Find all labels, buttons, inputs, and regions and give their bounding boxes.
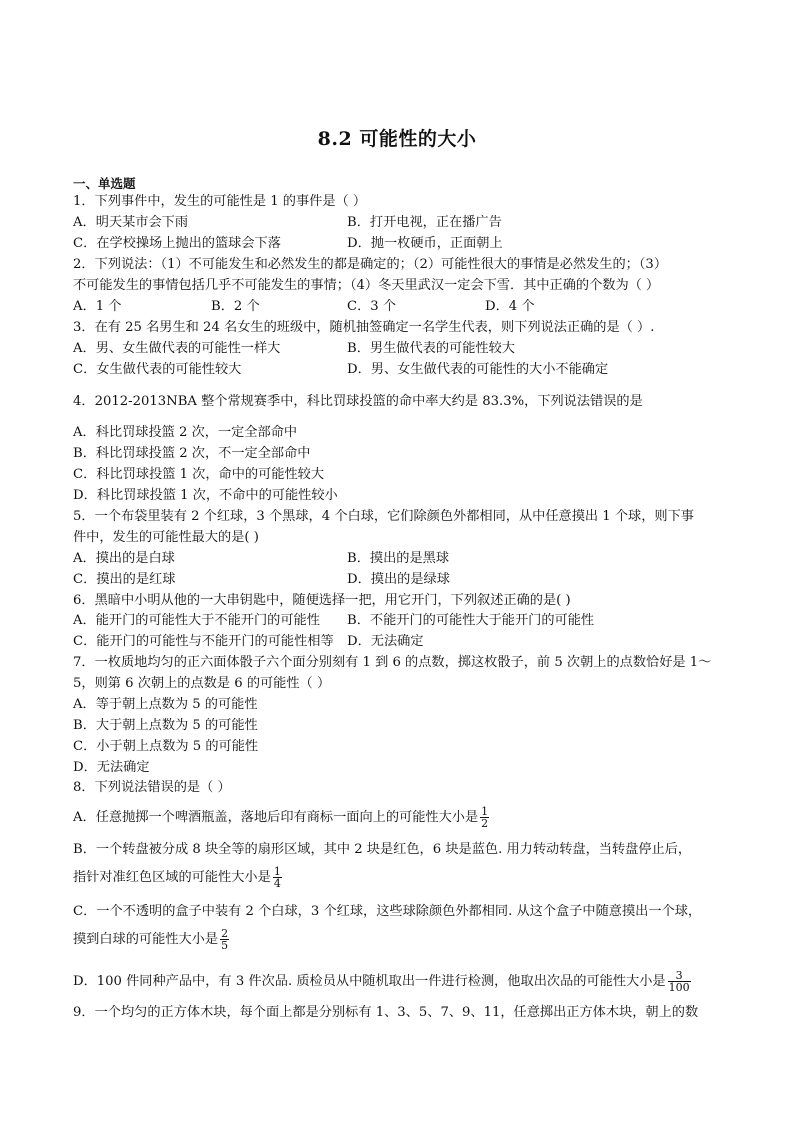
question-8-option-c-text: 摸到白球的可能性大小是 [73,932,219,947]
fraction [220,928,229,951]
question-3-option-b: B．男生做代表的可能性较大 [347,341,515,356]
question-2-option-a: A．1 个 [73,299,122,314]
question-4-option-c: C．科比罚球投篮 1 次，命中的可能性较大 [73,467,325,482]
question-7-stem-line1: 7．一枚质地均匀的正六面体骰子六个面分别刻有 1 到 6 的点数，掷这枚骰子，前 5 次朝上的点数恰好是 1～ [73,655,712,670]
question-9-stem-line1: 9．一个均匀的正方体木块，每个面上都是分别标有 1、3、5、7、9、11，任意掷出正方体木块，朝上的数 [73,1005,699,1020]
question-8-option-c-line1: C．一个不透明的盒子中装有 2 个白球，3 个红球，这些球除颜色外都相同. 从这个盒子中随意摸出一个球， [73,904,702,919]
question-8-option-b-line2 [73,866,282,889]
question-4-stem: 4．2012-2013NBA 整个常规赛季中，科比罚球投篮的命中率大约是 83.3%，下列说法错误的是 [73,394,643,409]
question-1-option-b: B．打开电视，正在播广告 [347,215,502,230]
question-3-stem: 3．在有 25 名男生和 24 名女生的班级中，随机抽签确定一名学生代表，则下列说法正确的是（ ）. [73,320,655,335]
question-8-option-a-text: A．任意抛掷一个啤酒瓶盖，落地后印有商标一面向上的可能性大小是 [73,810,479,825]
fraction-numerator: 1 [273,865,281,878]
fraction-denominator: 4 [273,877,281,890]
question-6-option-b: B．不能开门的可能性大于能开门的可能性 [347,613,595,628]
question-8-stem: 8．下列说法错误的是（ ） [73,780,231,795]
question-3-option-d: D．男、女生做代表的可能性的大小不能确定 [347,362,609,377]
question-8-option-d [73,970,691,993]
fraction-numerator: 2 [221,927,229,940]
question-2-option-b: B．2 个 [211,299,260,314]
question-6-option-d: D．无法确定 [347,634,424,649]
question-1-option-a: A．明天某市会下雨 [73,215,189,230]
question-5-stem-line1: 5．一个布袋里装有 2 个红球，3 个黑球，4 个白球，它们除颜色外都相同，从中任意摸出 1 个球，则下事 [73,509,694,524]
fraction-denominator: 100 [668,981,690,994]
question-1-stem: 1．下列事件中，发生的可能性是 1 的事件是（ ） [73,194,367,209]
question-2-option-d: D．4 个 [485,299,535,314]
question-5-option-b: B．摸出的是黑球 [347,551,450,566]
fraction [273,866,282,889]
fraction-denominator: 5 [221,939,229,952]
question-7-option-a: A．等于朝上点数为 5 的可能性 [73,697,258,712]
question-2-stem-line1: 2．下列说法：（1）不可能发生和必然发生的都是确定的；（2）可能性很大的事情是必然发生的；（3） [73,257,668,272]
question-7-option-d: D．无法确定 [73,760,150,775]
question-1-option-c: C．在学校操场上抛出的篮球会下落 [73,236,281,251]
question-4-option-b: B．科比罚球投篮 2 次，不一定全部命中 [73,446,311,461]
question-3-option-a: A．男、女生做代表的可能性一样大 [73,341,281,356]
question-8-option-c-line2 [73,928,229,951]
question-6-option-a: A．能开门的可能性大于不能开门的可能性 [73,613,320,628]
question-7-option-c: C．小于朝上点数为 5 的可能性 [73,739,259,754]
question-5-option-a: A．摸出的是白球 [73,551,175,566]
question-8-option-b-text: 指针对准红色区域的可能性大小是 [73,870,271,885]
fraction [668,970,691,993]
fraction-denominator: 2 [481,817,489,830]
question-5-stem-line2: 件中，发生的可能性最大的是( ) [73,530,259,545]
question-4-option-a: A．科比罚球投篮 2 次，一定全部命中 [73,425,298,440]
question-8-option-b-line1: B．一个转盘被分成 8 块全等的扇形区域，其中 2 块是红色，6 块是蓝色. 用力转动转盘，当转盘停止后， [73,842,692,857]
question-7-stem-line2: 5，则第 6 次朝上的点数是 6 的可能性（ ） [73,676,331,691]
question-5-option-c: C．摸出的是红球 [73,572,176,587]
question-7-option-b: B．大于朝上点数为 5 的可能性 [73,718,258,733]
question-8-option-a [73,806,489,829]
fraction [480,806,489,829]
question-1-option-d: D．抛一枚硬币，正面朝上 [347,236,503,251]
question-6-stem: 6．黑暗中小明从他的一大串钥匙中，随便选择一把，用它开门，下列叙述正确的是( ) [73,593,571,608]
question-6-option-c: C．能开门的可能性与不能开门的可能性相等 [73,634,334,649]
question-8-option-d-text: D．100 件同种产品中，有 3 件次品. 质检员从中随机取出一件进行检测，他取出次品的可能性大小是 [73,974,666,989]
question-2-option-c: C．3 个 [347,299,397,314]
question-4-option-d: D．科比罚球投篮 1 次，不命中的可能性较小 [73,488,338,503]
fraction-numerator: 1 [481,805,489,818]
section-heading: 一、单选题 [73,176,136,191]
question-5-option-d: D．摸出的是绿球 [347,572,450,587]
question-2-stem-line2: 不可能发生的事情包括几乎不可能发生的事情；（4）冬天里武汉一定会下雪．其中正确的个数为（ ） [73,278,660,293]
question-3-option-c: C．女生做代表的可能性较大 [73,362,242,377]
fraction-numerator: 3 [668,970,691,982]
page-title: 8.2 可能性的大小 [317,128,477,150]
